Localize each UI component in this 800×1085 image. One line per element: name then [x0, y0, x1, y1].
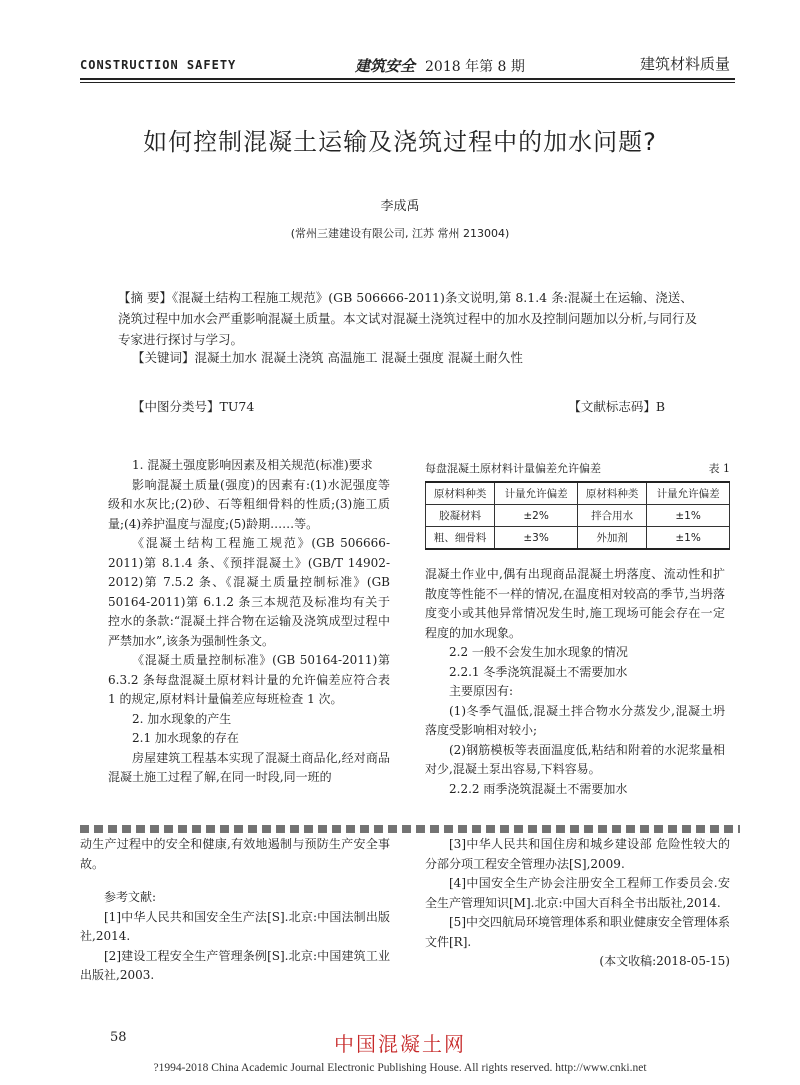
table-cell: ±2%: [495, 505, 578, 527]
continuation-text: 动生产过程中的安全和健康,有效地遏制与预防生产安全事故。: [80, 837, 390, 871]
table-header-cell: 计量允许偏差: [495, 482, 578, 505]
table-cell: ±1%: [647, 527, 730, 550]
journal-issue: [355, 55, 525, 76]
paragraph: 2.1 加水现象的存在: [132, 731, 239, 745]
paragraph: 2.2.1 冬季浇筑混凝土不需要加水: [449, 664, 628, 679]
table-header-cell: 原材料种类: [426, 482, 495, 505]
journal-english-name: CONSTRUCTION SAFETY: [80, 58, 237, 72]
paragraph: (1)冬季气温低,混凝土拌合物水分蒸发少,混凝土坍落度受影响相对较小;: [425, 703, 725, 737]
author: 李成禹: [380, 199, 420, 214]
bottom-left-block: [80, 835, 390, 986]
paragraph: 《混凝土结构工程施工规范》(GB 506666-2011)第 8.1.4 条、《预拌混凝土》(GB/T 14902-2012)第 7.5.2 条、《混凝土质量控制标准》(GB 50164-2011)第 6.1.2 条三本规范及标准均有关于控水的条款:“混凝土拌合物在运输及浇筑成型过程中严禁加水”,该条为强制性条文。: [108, 536, 390, 648]
table-cell: 粗、细骨料: [426, 527, 495, 550]
paragraph: 主要原因有:: [449, 684, 514, 698]
bottom-right-block: [425, 835, 730, 972]
received-date: (本文收稿:2018-05-15): [599, 954, 730, 968]
paragraph: 混凝土作业中,偶有出现商品混凝土坍落度、流动性和扩散度等性能不一样的情况,在温度相对较高的季节,当坍落度变小或其他异常情况发生时,施工现场可能会存在一定程度的加水现象。: [425, 567, 725, 640]
paragraph: 2.2.2 雨季浇筑混凝土不需要加水: [449, 781, 628, 796]
right-column: [425, 565, 725, 799]
section-name: 建筑材料质量: [639, 55, 730, 73]
reference-item: [5]中交四航局环境管理体系和职业健康安全管理体系文件[R].: [425, 915, 731, 949]
watermark: 中国混凝土网: [334, 1032, 466, 1056]
references-heading: 参考文献:: [104, 890, 157, 904]
header-rule-thin: [80, 82, 735, 83]
journal-chinese-name: 建筑安全: [355, 57, 416, 75]
affiliation: (常州三建建设有限公司, 江苏 常州 213004): [290, 227, 510, 240]
reference-item: [4]中国安全生产协会注册安全工程师工作委员会.安全生产管理知识[M].北京:中国大百科全书出版社,2014.: [425, 876, 730, 910]
paragraph: (2)钢筋模板等表面温度低,粘结和附着的水泥浆量相对少,混凝土泵出容易,下料容易。: [425, 742, 725, 776]
table-cell: 外加剂: [577, 527, 646, 550]
copyright-footer: ?1994-2018 China Academic Journal Electronic Publishing House. All rights reserved. http://www.cnki.net: [153, 1062, 647, 1074]
paragraph: 2. 加水现象的产生: [132, 711, 232, 726]
page-number: 58: [110, 1030, 127, 1045]
table-cell: 胶凝材料: [426, 505, 495, 527]
table-cell: ±1%: [647, 505, 730, 527]
paragraph: 2.2 一般不会发生加水现象的情况: [449, 645, 628, 659]
paragraph: 《混凝土质量控制标准》(GB 50164-2011)第 6.3.2 条每盘混凝土原材料计量的允许偏差应符合表 1 的规定,原材料计量偏差应每班检查 1 次。: [108, 653, 390, 706]
table-cell: 拌合用水: [577, 505, 646, 527]
table-row: [426, 527, 730, 550]
reference-item: [1]中华人民共和国安全生产法[S].北京:中国法制出版社,2014.: [80, 909, 390, 943]
paragraph: 房屋建筑工程基本实现了混凝土商品化,经对商品混凝土施工过程了解,在同一时段,同一班的: [108, 750, 390, 784]
left-column: [108, 456, 390, 788]
table-header-cell: 原材料种类: [577, 482, 646, 505]
section-divider: [80, 825, 740, 833]
article-title: 如何控制混凝土运输及浇筑过程中的加水问题?: [143, 128, 657, 156]
document-code: 【文献标志码】B: [568, 399, 665, 414]
table-cell: ±3%: [495, 527, 578, 550]
classification-number: 【中图分类号】TU74: [132, 399, 255, 414]
table-row: [426, 505, 730, 527]
table-label: 表 1: [708, 462, 730, 475]
reference-item: [2]建设工程安全生产管理条例[S].北京:中国建筑工业出版社,2003.: [80, 948, 390, 982]
paragraph: 1. 混凝土强度影响因素及相关规范(标准)要求: [132, 458, 373, 472]
table-caption: [425, 460, 730, 476]
header-rule: [80, 78, 735, 80]
abstract: 【摘 要】《混凝土结构工程施工规范》(GB 506666-2011)条文说明,第 8.1.4 条:混凝土在运输、浇送、浇筑过程中加水会严重影响混凝土质量。本文试对混凝土浇筑过程中的加水及控制问题加以分析,与同行及专家进行探讨与学习。: [118, 290, 697, 347]
reference-item: [3]中华人民共和国住房和城乡建设部 危险性较大的分部分项工程安全管理办法[S],2009.: [425, 837, 730, 871]
table-title: 每盘混凝土原材料计量偏差允许偏差: [425, 462, 601, 475]
keywords: 【关键词】混凝土加水 混凝土浇筑 高温施工 混凝土强度 混凝土耐久性: [132, 350, 523, 365]
table-header-row: [426, 482, 730, 505]
paragraph: 影响混凝土质量(强度)的因素有:(1)水泥强度等级和水灰比;(2)砂、石等粗细骨料的性质;(3)施工质量;(4)养护温度与湿度;(5)龄期……等。: [108, 477, 390, 531]
issue-number: 2018 年第 8 期: [425, 59, 525, 75]
tolerance-table: [425, 481, 730, 550]
table-header-cell: 计量允许偏差: [647, 482, 730, 505]
